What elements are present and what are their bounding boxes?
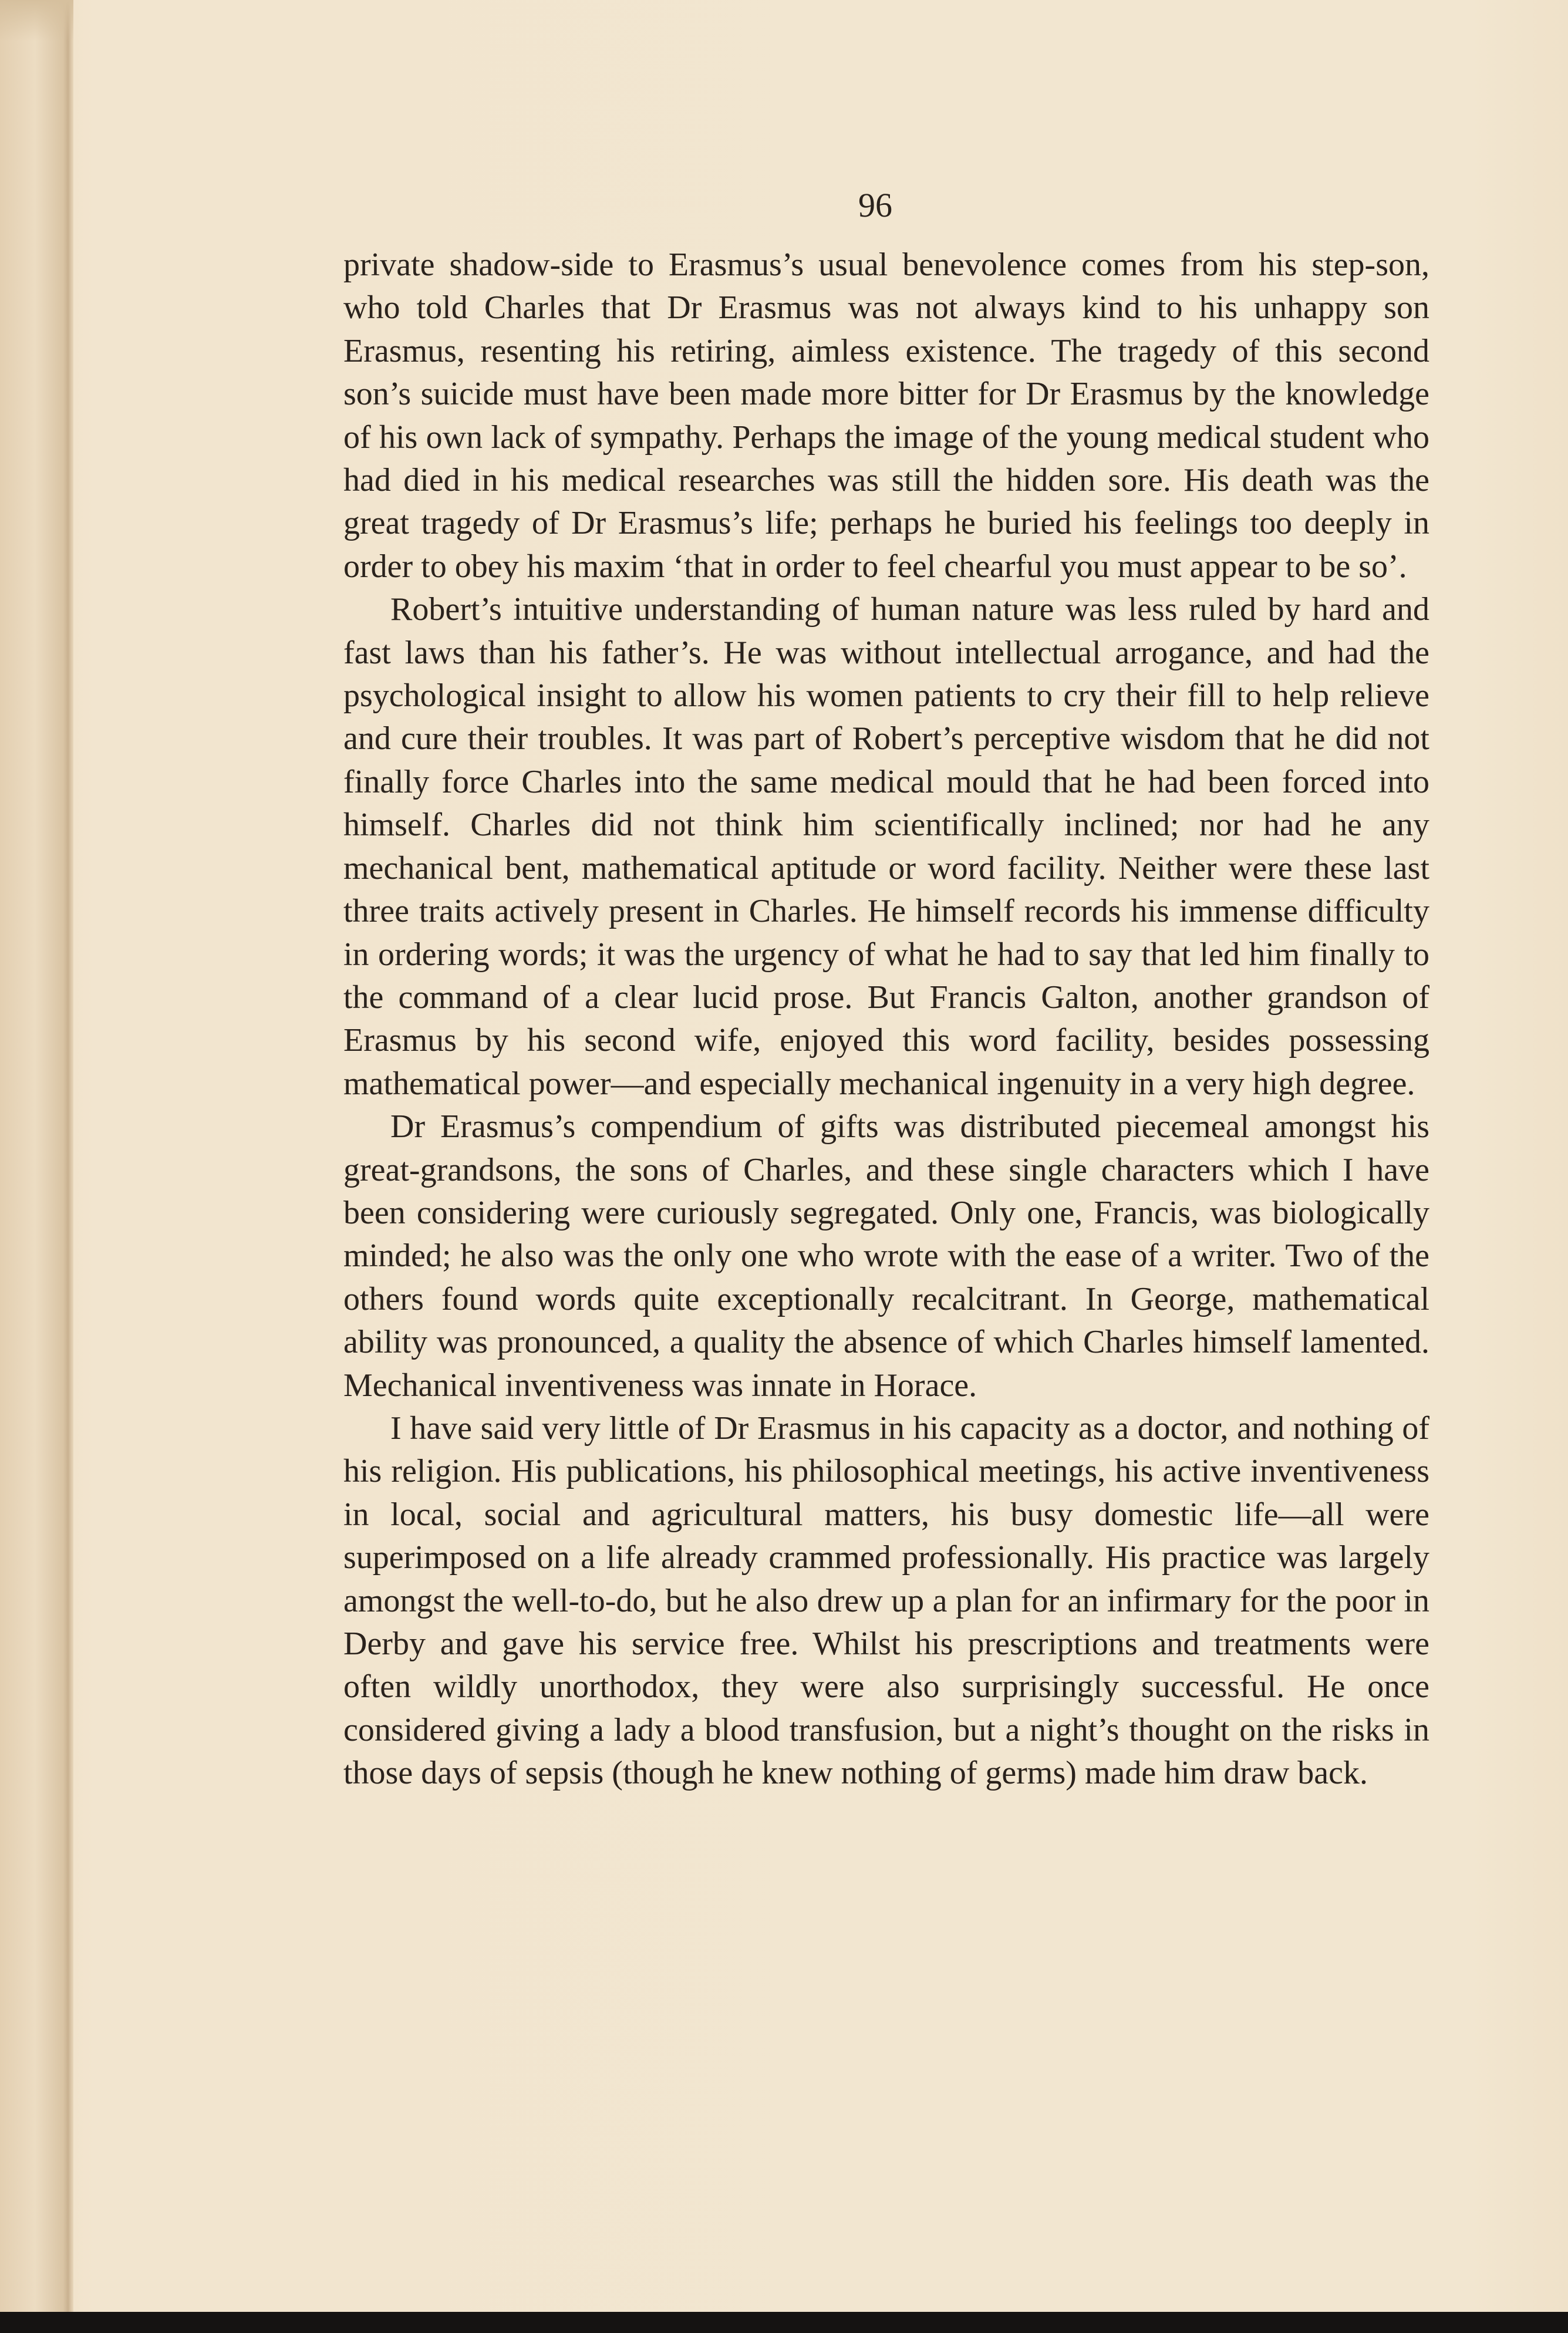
body-text [343, 244, 1429, 1795]
scan-bottom-edge [0, 2312, 1568, 2333]
paragraph-3: Dr Erasmus’s compendium of gifts was distributed piecemeal amongst his great-grandsons, the sons of Charles, and these single characters which I have been considering were curiously segregated. Only one, Francis, was biologically minded; he also was the only one who wrote with the ease of a writer. Two of the others found words quite exceptionally recalcitrant. In George, mathematical ability was pronounced, a quality the absence of which Charles himself lamented. Mechanical inventiveness was innate in Horace. [343, 1108, 1429, 1404]
paragraph-2: Robert’s intuitive understanding of human nature was less ruled by hard and fast laws than his father’s. He was without intellectual arrogance, and had the psychological insight to allow his women patients to cry their fill to help relieve and cure their troubles. It was part of Robert’s perceptive wisdom that he did not finally force Charles into the same medical mould that he had been forced into himself. Charles did not think him scientifically inclined; nor had he any mechanical bent, mathematical aptitude or word facility. Neither were these last three traits actively present in Charles. He himself records his immense difficulty in ordering words; it was the urgency of what he had to say that led him finally to the command of a clear lucid prose. But Francis Galton, another grandson of Erasmus by his second wife, enjoyed this word facility, besides possessing mathematical power—and especially mechanical ingenuity in a very high degree. [343, 591, 1429, 1102]
binding-shadow [0, 0, 73, 41]
binding-edge [0, 0, 73, 2333]
paragraph-1: private shadow-side to Erasmus’s usual benevolence comes from his step-son, who told Charles that Dr Erasmus was not always kind to his unhappy son Erasmus, resenting his retiring, aimless existence. The tragedy of this second son’s suicide must have been made more bitter for Dr Erasmus by the knowledge of his own lack of sympathy. Perhaps the image of the young medical student who had died in his medical researches was still the hidden sore. His death was the great tragedy of Dr Erasmus’s life; perhaps he buried his feelings too deeply in order to obey his maxim ‘that in order to feel chearful you must appear to be so’. [343, 247, 1429, 585]
paragraph-4: I have said very little of Dr Erasmus in his capacity as a doctor, and nothing of his religion. His publications, his philosophical meetings, his active inventiveness in local, social and agricultural matters, his busy domestic life—all were superimposed on a life already crammed professionally. His practice was largely amongst the well-to-do, but he also drew up a plan for an infirmary for the poor in Derby and gave his service free. Whilst his prescriptions and treatments were often wildly unorthodox, they were also surprisingly successful. He once considered giving a lady a blood transfusion, but a night’s thought on the risks in those days of sepsis (though he knew nothing of germs) made him draw back. [343, 1410, 1429, 1792]
page-number: 96 [858, 186, 892, 224]
